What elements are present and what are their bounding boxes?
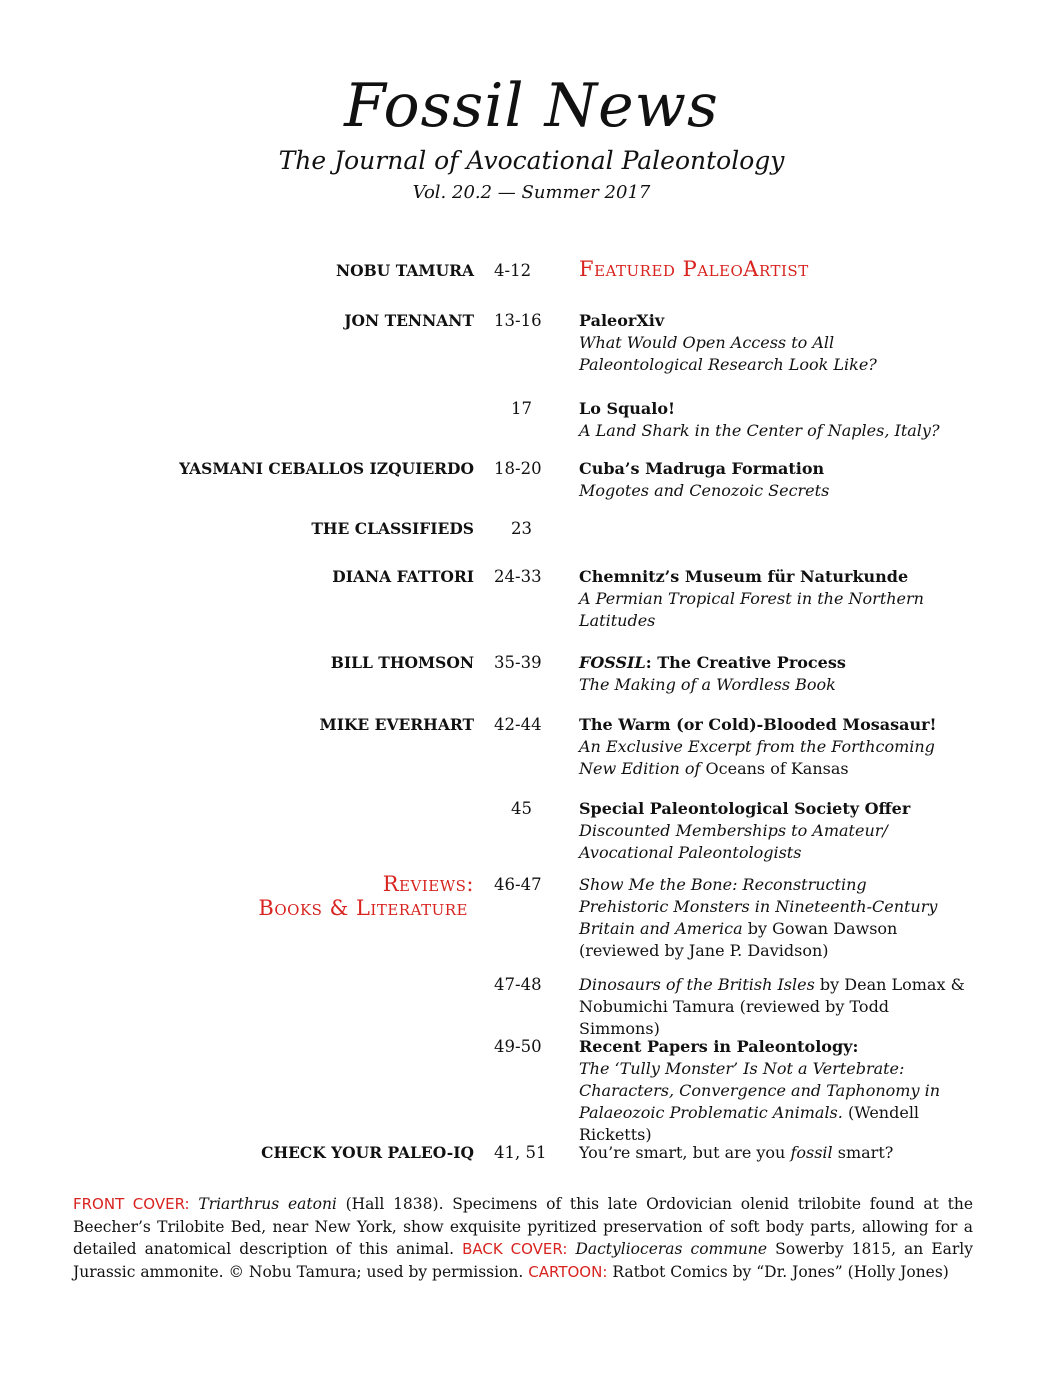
journal-title: Fossil News (344, 71, 719, 141)
toc-title: The Warm (or Cold)-Blooded Mosasaur! (579, 715, 937, 734)
toc-title: Special Paleontological Society Offer (579, 799, 911, 818)
toc-pages: 13-16 (494, 311, 542, 330)
toc-author: NOBU TAMURA (336, 261, 474, 280)
toc-author: BILL THOMSON (330, 653, 474, 672)
back-cover-label: BACK COVER: (462, 1240, 568, 1258)
toc-title: Lo Squalo! (579, 399, 676, 418)
reviews-heading-1: Reviews: (382, 872, 474, 896)
toc-title: Recent Papers in Paleontology: (579, 1037, 859, 1056)
toc-subtitle-tail: Oceans of Kansas (705, 759, 849, 778)
front-cover-label: FRONT COVER: (73, 1195, 190, 1213)
reviews-heading-2: Books & Literature (258, 896, 468, 920)
toc-author: CHECK YOUR PALEO-IQ (261, 1143, 474, 1162)
toc-pages: 45 (511, 799, 532, 818)
toc-body: by Gowan Dawson (reviewed by Jane P. Davidson) (579, 919, 898, 960)
toc-pages: 18-20 (494, 459, 542, 478)
toc-body: by Dean Lomax & Nobumichi Tamura (reviewed by Todd Simmons) (579, 975, 965, 1038)
toc-body-em: Dinosaurs of the British Isles (579, 975, 815, 994)
toc-subtitle: A Land Shark in the Center of Naples, Italy? (579, 421, 940, 440)
toc-pages: 49-50 (494, 1037, 542, 1056)
toc-pages: 24-33 (494, 567, 542, 586)
toc-title: Chemnitz’s Museum für Naturkunde (579, 567, 909, 586)
journal-subtitle: The Journal of Avocational Paleontology (278, 146, 785, 175)
toc-subtitle: The Making of a Wordless Book (579, 675, 836, 694)
toc-body-em: The ‘Tully Monster’ Is Not a Vertebrate: Characters, Convergence and Taphonomy in Palaeozoic Problematic Animals. (579, 1059, 941, 1122)
front-cover-species: Triarthrus eatoni (198, 1195, 337, 1213)
toc-author: DIANA FATTORI (332, 567, 474, 586)
cartoon-label: CARTOON: (528, 1262, 608, 1281)
toc-body-em: Show Me the Bone: Reconstructing Prehistoric Monsters in Nineteenth-Century Britain and America (579, 875, 938, 938)
volume-issue: Vol. 20.2 — Summer 2017 (412, 182, 651, 203)
toc-author: THE CLASSIFIEDS (311, 519, 474, 538)
masthead (0, 70, 1063, 206)
toc-pages: 41, 51 (494, 1143, 547, 1162)
toc-pages: 46-47 (494, 875, 542, 894)
toc-pages: 17 (511, 399, 532, 418)
toc-title-em: FOSSIL (579, 653, 646, 672)
toc-body: (Wendell Ricketts) (579, 1103, 920, 1144)
toc-subtitle: An Exclusive Excerpt from the Forthcoming New Edition of (579, 737, 935, 778)
front-cover-text: (Hall 1838). Specimens of this late Ordovician olenid trilobite found at the Beecher’s Trilobite Bed, near New York, show exquisite pyritized preservation of soft body parts, allowing for a detailed anatomical description of this animal. (73, 1195, 973, 1258)
cover-credits (73, 1193, 973, 1283)
toc-subtitle: What Would Open Access to All Paleontological Research Look Like? (579, 333, 877, 374)
toc-author: YASMANI CEBALLOS IZQUIERDO (179, 459, 474, 478)
back-cover-species: Dactylioceras commune (575, 1240, 768, 1258)
toc-title: : The Creative Process (645, 653, 846, 672)
toc-pages: 23 (511, 519, 532, 538)
toc-body: You’re smart, but are you (579, 1143, 791, 1162)
cartoon-text: Ratbot Comics by “Dr. Jones” (Holly Jones) (607, 1262, 949, 1281)
toc-title: Cuba’s Madruga Formation (579, 459, 825, 478)
toc-body-em: fossil (790, 1143, 833, 1162)
toc-pages: 35-39 (494, 653, 542, 672)
toc-body-tail: smart? (832, 1143, 894, 1162)
toc-title: Featured PaleoArtist (579, 257, 809, 281)
back-cover-text: Sowerby 1815, an Early Jurassic ammonite. © Nobu Tamura; used by permission. (73, 1240, 974, 1281)
toc-pages: 42-44 (494, 715, 542, 734)
toc-subtitle: Mogotes and Cenozoic Secrets (579, 481, 830, 500)
toc-author: JON TENNANT (344, 311, 474, 330)
toc-pages: 4-12 (494, 261, 532, 280)
toc-subtitle: A Permian Tropical Forest in the Northern Latitudes (579, 589, 924, 630)
toc-pages: 47-48 (494, 975, 542, 994)
toc-subtitle: Discounted Memberships to Amateur/ Avocational Paleontologists (579, 821, 888, 862)
toc-title: PaleorXiv (579, 311, 665, 330)
toc-author: MIKE EVERHART (319, 715, 474, 734)
